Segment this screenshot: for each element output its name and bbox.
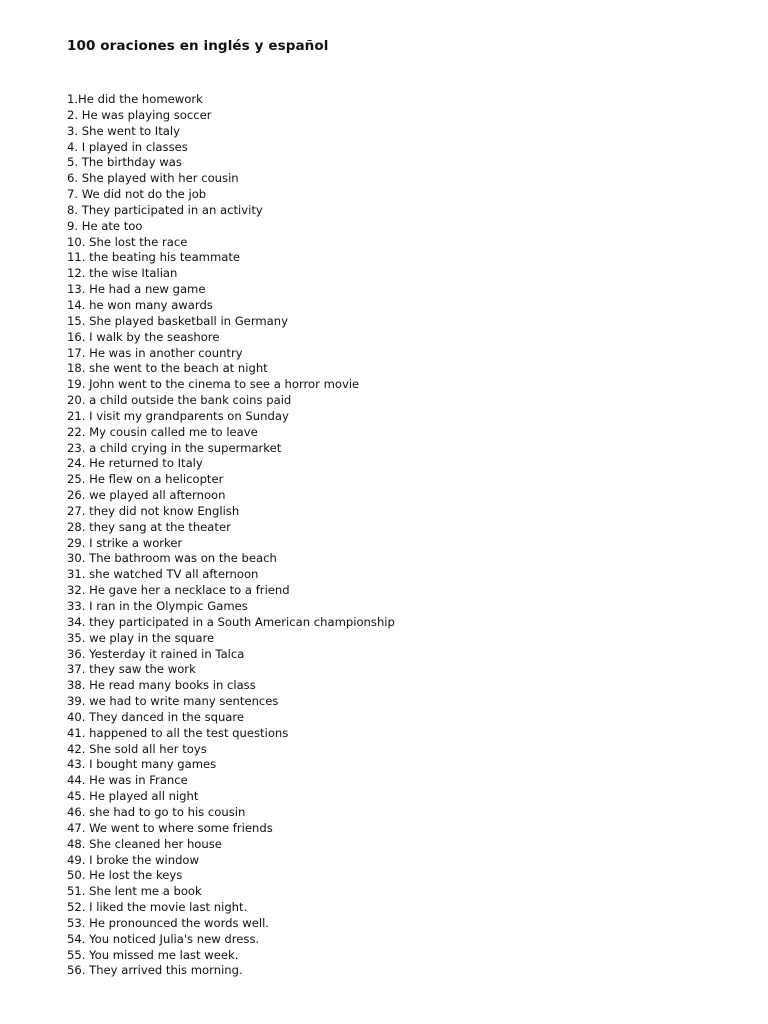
sentence-item: 48. She cleaned her house [67, 836, 222, 851]
sentence-item: 15. She played basketball in Germany [67, 313, 288, 328]
sentence-item: 12. the wise Italian [67, 266, 178, 281]
sentence-item: 1.He did the homework [67, 92, 203, 106]
sentence-item: 31. she watched TV all afternoon [67, 567, 259, 582]
sentence-item: 34. they participated in a South American championship [67, 614, 395, 629]
sentence-item: 35. we play in the square [67, 630, 215, 645]
sentence-item: 50. He lost the keys [67, 868, 183, 883]
sentence-item: 25. He flew on a helicopter [67, 472, 224, 487]
document-title: 100 oraciones en inglés y español [67, 38, 329, 54]
sentence-item: 51. She lent me a book [67, 884, 202, 899]
sentence-item: 3. She went to Italy [67, 123, 180, 138]
sentence-item: 54. You noticed Julia's new dress. [67, 931, 260, 946]
sentence-item: 27. they did not know English [67, 503, 240, 518]
sentence-item: 39. we had to write many sentences [67, 694, 279, 709]
sentence-item: 23. a child crying in the supermarket [67, 440, 282, 455]
sentence-item: 46. she had to go to his cousin [67, 804, 246, 819]
sentence-item: 9. He ate too [67, 218, 143, 233]
sentence-item: 53. He pronounced the words well. [67, 915, 269, 930]
sentence-item: 11. the beating his teammate [67, 250, 241, 265]
sentence-item: 14. he won many awards [67, 297, 213, 312]
sentence-item: 4. I played in classes [67, 139, 188, 154]
sentence-item: 56. They arrived this morning. [67, 963, 243, 978]
sentence-item: 38. He read many books in class [67, 678, 256, 693]
sentence-item: 21. I visit my grandparents on Sunday [67, 408, 289, 423]
sentence-list [67, 92, 395, 979]
sentence-item: 16. I walk by the seashore [67, 329, 220, 344]
sentence-item: 43. I bought many games [67, 757, 217, 772]
sentence-item: 52. I liked the movie last night. [67, 900, 248, 915]
sentence-item: 42. She sold all her toys [67, 741, 207, 756]
sentence-item: 32. He gave her a necklace to a friend [67, 583, 290, 598]
sentence-item: 28. they sang at the theater [67, 519, 231, 534]
sentence-item: 30. The bathroom was on the beach [67, 551, 277, 566]
sentence-item: 49. I broke the window [67, 852, 200, 867]
sentence-item: 47. We went to where some friends [67, 820, 273, 835]
sentence-item: 7. We did not do the job [67, 187, 207, 202]
sentence-item: 8. They participated in an activity [67, 202, 263, 217]
sentence-item: 22. My cousin called me to leave [67, 424, 258, 439]
sentence-item: 45. He played all night [67, 789, 199, 804]
sentence-item: 5. The birthday was [67, 155, 182, 170]
sentence-item: 18. she went to the beach at night [67, 361, 268, 376]
sentence-item: 44. He was in France [67, 773, 188, 788]
sentence-item: 41. happened to all the test questions [67, 725, 289, 740]
sentence-item: 10. She lost the race [67, 234, 188, 249]
sentence-item: 26. we played all afternoon [67, 488, 226, 503]
sentence-item: 37. they saw the work [67, 662, 196, 677]
sentence-item: 24. He returned to Italy [67, 456, 203, 471]
sentence-item: 40. They danced in the square [67, 709, 245, 724]
sentence-item: 19. John went to the cinema to see a horror movie [67, 377, 360, 392]
sentence-item: 13. He had a new game [67, 282, 206, 297]
sentence-item: 2. He was playing soccer [67, 107, 212, 122]
sentence-item: 6. She played with her cousin [67, 171, 239, 186]
sentence-item: 20. a child outside the bank coins paid [67, 393, 292, 408]
sentence-item: 33. I ran in the Olympic Games [67, 599, 248, 613]
sentence-item: 36. Yesterday it rained in Talca [67, 646, 245, 661]
sentence-item: 17. He was in another country [67, 345, 243, 360]
sentence-item: 29. I strike a worker [67, 535, 183, 550]
sentence-item: 55. You missed me last week. [67, 947, 239, 962]
